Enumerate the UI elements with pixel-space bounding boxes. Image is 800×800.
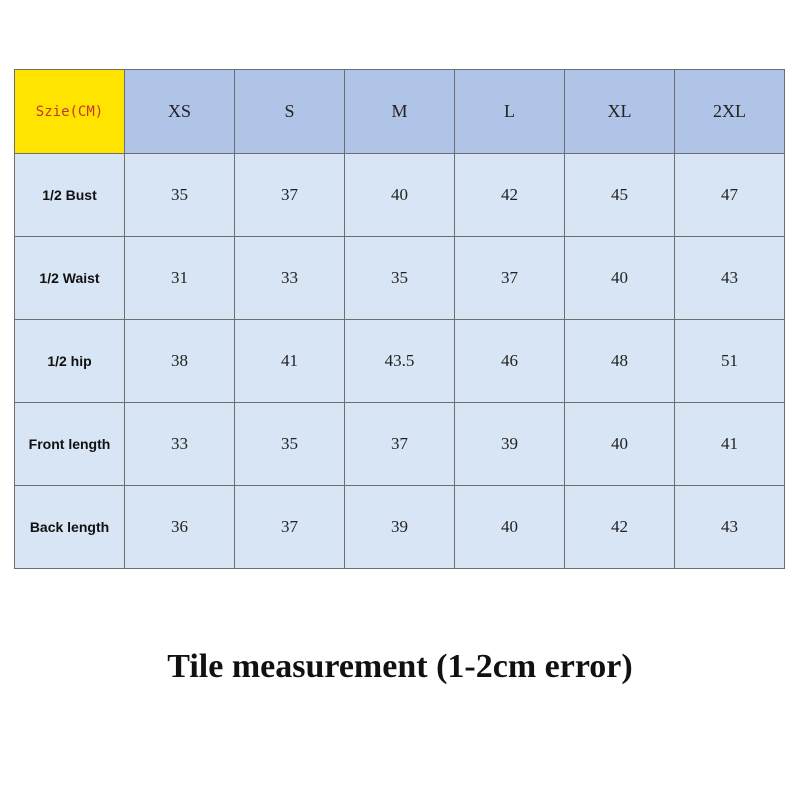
row-label-bust: 1/2 Bust <box>15 154 125 237</box>
size-header-l: L <box>455 70 565 154</box>
row-label-waist: 1/2 Waist <box>15 237 125 320</box>
size-header-xs: XS <box>125 70 235 154</box>
table-cell: 36 <box>125 486 235 569</box>
size-header-xl: XL <box>565 70 675 154</box>
size-unit-header: Szie(CM) <box>15 70 125 154</box>
row-label-front-length: Front length <box>15 403 125 486</box>
table-row <box>15 320 785 403</box>
table-cell: 43 <box>675 237 785 320</box>
table-cell: 41 <box>235 320 345 403</box>
table-cell: 40 <box>345 154 455 237</box>
table-cell: 48 <box>565 320 675 403</box>
table-cell: 39 <box>345 486 455 569</box>
size-header-m: M <box>345 70 455 154</box>
table-cell: 31 <box>125 237 235 320</box>
table-cell: 37 <box>235 486 345 569</box>
table-cell: 35 <box>235 403 345 486</box>
row-label-back-length: Back length <box>15 486 125 569</box>
table-cell: 43.5 <box>345 320 455 403</box>
measurement-caption: Tile measurement (1-2cm error) <box>167 648 633 685</box>
table-cell: 35 <box>125 154 235 237</box>
table-cell: 42 <box>565 486 675 569</box>
table-cell: 46 <box>455 320 565 403</box>
table-cell: 37 <box>455 237 565 320</box>
table-cell: 33 <box>235 237 345 320</box>
table-cell: 47 <box>675 154 785 237</box>
row-label-hip: 1/2 hip <box>15 320 125 403</box>
table-header-row <box>15 70 785 154</box>
size-header-s: S <box>235 70 345 154</box>
table-cell: 41 <box>675 403 785 486</box>
table-row <box>15 237 785 320</box>
table-cell: 33 <box>125 403 235 486</box>
table-cell: 37 <box>345 403 455 486</box>
table-cell: 42 <box>455 154 565 237</box>
table-row <box>15 486 785 569</box>
table-cell: 51 <box>675 320 785 403</box>
table-cell: 35 <box>345 237 455 320</box>
table-cell: 43 <box>675 486 785 569</box>
table-cell: 38 <box>125 320 235 403</box>
table-cell: 40 <box>565 237 675 320</box>
size-chart-table <box>14 69 785 569</box>
table-cell: 37 <box>235 154 345 237</box>
table-cell: 40 <box>455 486 565 569</box>
table-cell: 39 <box>455 403 565 486</box>
table-cell: 40 <box>565 403 675 486</box>
table-cell: 45 <box>565 154 675 237</box>
table-row <box>15 403 785 486</box>
table-row <box>15 154 785 237</box>
size-header-2xl: 2XL <box>675 70 785 154</box>
